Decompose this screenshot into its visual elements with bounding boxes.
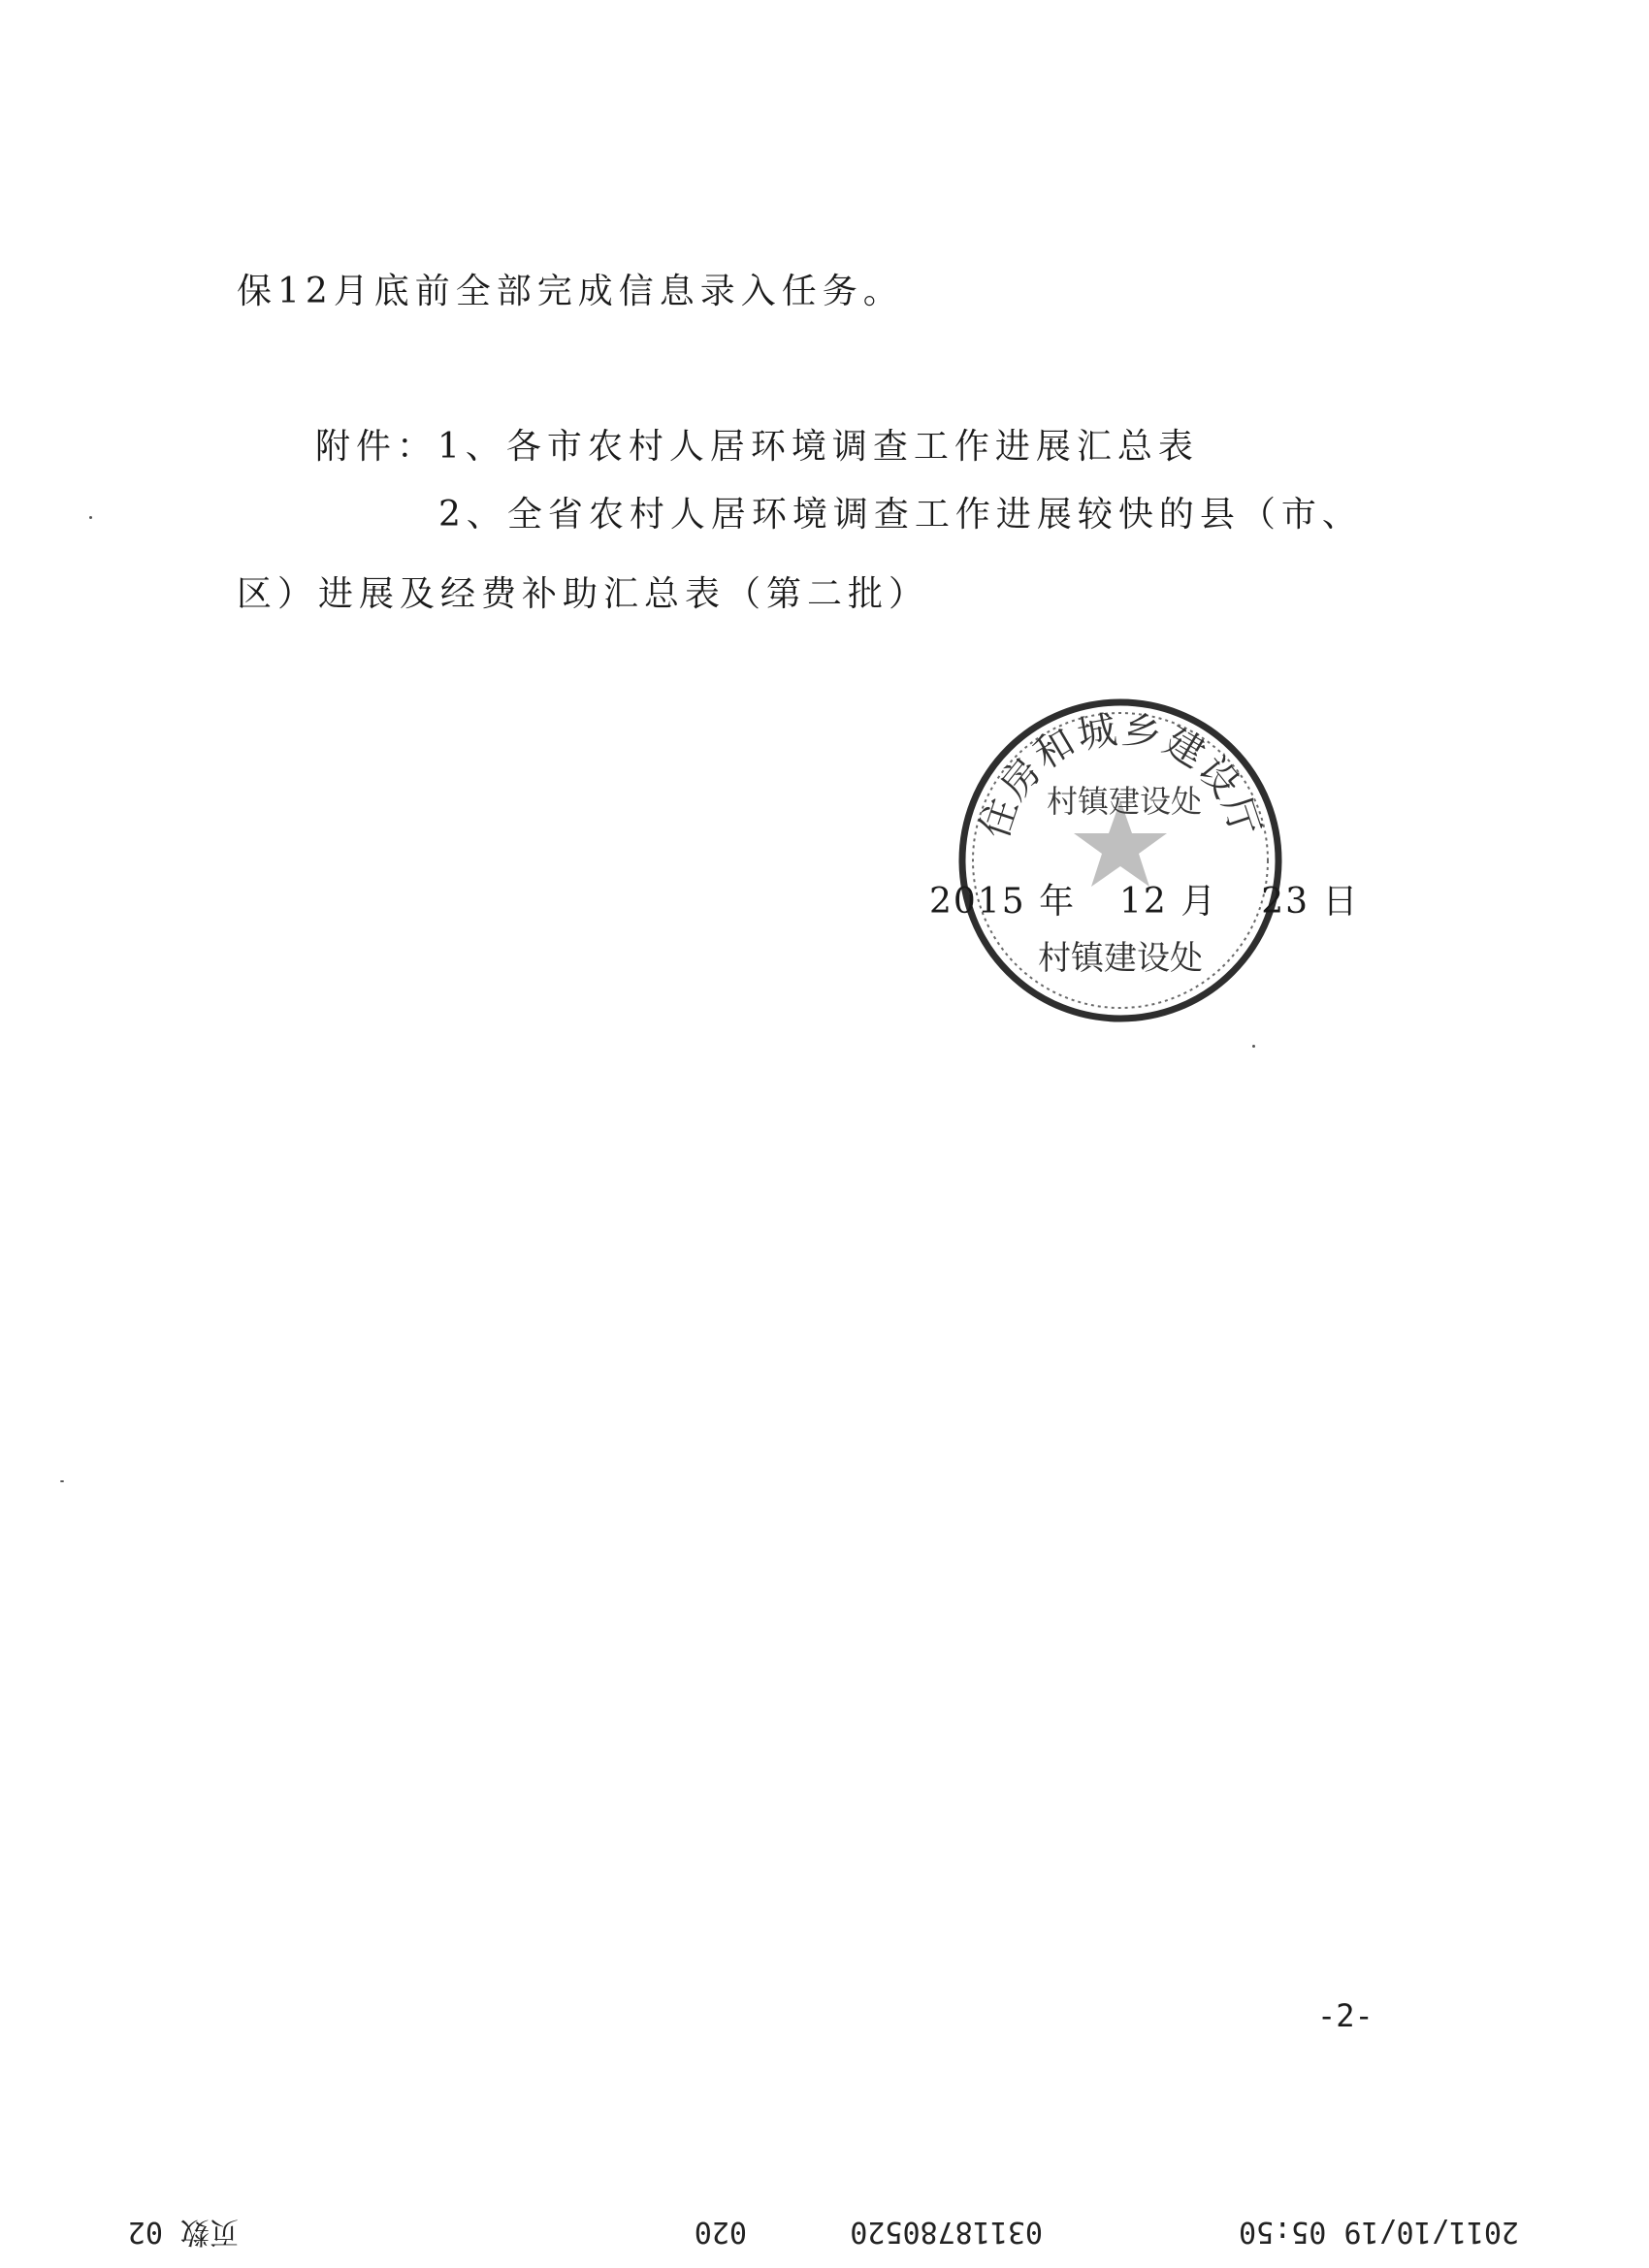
fax-datetime: 2011/10/19 05:50 (1239, 2215, 1519, 2249)
seal-inner-text: 村镇建设处 (1046, 783, 1203, 820)
fax-code: 020 (694, 2215, 747, 2249)
scan-speck (1252, 1045, 1255, 1048)
date-day: 23 (1261, 882, 1310, 922)
fax-number: 03118780520 (850, 2215, 1043, 2249)
attachment-item-2-continued: 区）进展及经费补助汇总表（第二批） (237, 574, 930, 614)
scan-speck (89, 516, 92, 519)
date-year: 2015 (929, 882, 1026, 922)
seal-outer-text: 住房和城乡建设厅 (972, 707, 1269, 844)
official-seal (955, 696, 1285, 1025)
fax-page-count (128, 2212, 239, 2251)
page-number: -2- (1317, 1997, 1374, 2034)
seal-bottom-text: 村镇建设处 (1038, 939, 1203, 978)
date-day-char: 日 (1322, 882, 1360, 922)
attachment-1-title: 1、各市农村人居环境调查工作进展汇总表 (437, 427, 1199, 467)
attachment-item-1 (315, 427, 1199, 467)
document-date (929, 882, 1360, 922)
fax-pages-label: 页数 (180, 2215, 239, 2249)
date-year-char: 年 (1039, 882, 1077, 922)
date-month-char: 月 (1180, 882, 1218, 922)
attachments-label: 附件： (315, 427, 438, 467)
fax-header (0, 2212, 1649, 2251)
fax-pages-value: 02 (127, 2215, 163, 2249)
body-text-line: 保12月底前全部完成信息录入任务。 (237, 272, 904, 311)
scan-speck (60, 1480, 64, 1482)
attachment-item-2: 2、全省农村人居环境调查工作进展较快的县（市、 (438, 495, 1363, 535)
date-month: 12 (1119, 882, 1168, 922)
